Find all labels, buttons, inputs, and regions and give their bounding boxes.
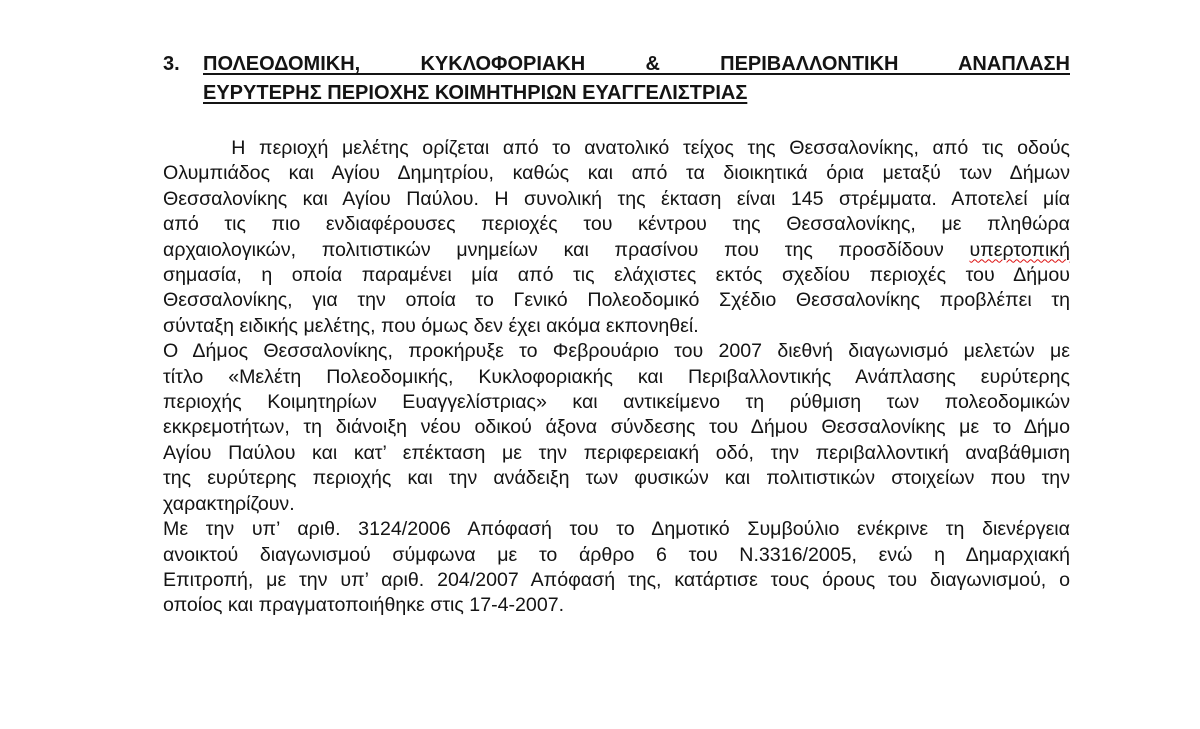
misspelled-word: υπερτοπική	[969, 238, 1070, 261]
text-line: περιοχής Κοιμητηρίων Ευαγγελίστριας» και αντικείμενο τη ρύθμιση των πολεοδομικών	[163, 391, 1070, 414]
text-segment: αρχαιολογικών, πολιτιστικών μνημείων και πρασίνου που της προσδίδουν	[163, 238, 970, 261]
section-title-line: ΠΟΛΕΟΔΟΜΙΚΗ, ΚΥΚΛΟΦΟΡΙΑΚΗ & ΠΕΡΙΒΑΛΛΟΝΤΙΚΗ ΑΝΑΠΛΑΣΗ	[203, 53, 1070, 75]
text-line: Ολυμπιάδος και Αγίου Δημητρίου, καθώς και από τα διοικητικά όρια μεταξύ των Δήμων	[163, 162, 1070, 185]
text-line: Ο Δήμος Θεσσαλονίκης, προκήρυξε το Φεβρουάριο του 2007 διεθνή διαγωνισμό μελετών με	[163, 340, 1070, 363]
section-title	[203, 50, 1070, 108]
text-line: Η περιοχή μελέτης ορίζεται από το ανατολικό τείχος της Θεσσαλονίκης, από τις οδούς	[163, 137, 1070, 159]
section-number: 3.	[163, 53, 180, 75]
text-line: Αγίου Παύλου και κατ’ επέκταση με την περιφερειακή οδό, την περιβαλλοντική αναβάθμιση	[163, 441, 1070, 464]
text-line: Με την υπ’ αριθ. 3124/2006 Απόφασή του το Δημοτικό Συμβούλιο ενέκρινε τη διενέργεια	[163, 518, 1070, 541]
paragraph	[163, 339, 1070, 517]
text-line: Θεσσαλονίκης και Αγίου Παύλου. Η συνολική της έκταση είναι 145 στρέμματα. Αποτελεί μία	[163, 187, 1070, 210]
text-line: από τις πιο ενδιαφέρουσες περιοχές του κέντρου της Θεσσαλονίκης, με πληθώρα	[163, 213, 1070, 236]
text-line: σημασία, η οποία παραμένει μία από τις ελάχιστες εκτός σχεδίου περιοχές του Δήμου	[163, 264, 1070, 287]
section-title-line: ΕΥΡΥΤΕΡΗΣ ΠΕΡΙΟΧΗΣ ΚΟΙΜΗΤΗΡΙΩΝ ΕΥΑΓΓΕΛΙΣΤΡΙΑΣ	[203, 82, 748, 104]
paragraph	[163, 136, 1070, 339]
section-heading	[163, 50, 1070, 108]
text-line: χαρακτηρίζουν.	[163, 492, 295, 515]
text-line: εκκρεμοτήτων, τη διάνοιξη νέου οδικού άξονα σύνδεσης του Δήμου Θεσσαλονίκης με το Δήμο	[163, 416, 1070, 439]
text-line: σύνταξη ειδικής μελέτης, που όμως δεν έχει ακόμα εκπονηθεί.	[163, 314, 699, 337]
text-line: ανοικτού διαγωνισμού σύμφωνα με το άρθρο 6 του Ν.3316/2005, ενώ η Δημαρχιακή	[163, 543, 1070, 566]
text-line: οποίος και πραγματοποιήθηκε στις 17-4-2007.	[163, 594, 565, 617]
text-line: Επιτροπή, με την υπ’ αριθ. 204/2007 Απόφασή της, κατάρτισε τους όρους του διαγωνισμού, ο	[163, 568, 1070, 591]
body-text	[163, 136, 1070, 619]
paragraph	[163, 517, 1070, 619]
text-line: Θεσσαλονίκης, για την οποία το Γενικό Πολεοδομικό Σχέδιο Θεσσαλονίκης προβλέπει τη	[163, 289, 1070, 312]
text-line: τίτλο «Μελέτη Πολεοδομικής, Κυκλοφοριακής και Περιβαλλοντικής Ανάπλασης ευρύτερης	[163, 365, 1070, 388]
text-line: της ευρύτερης περιοχής και την ανάδειξη των φυσικών και πολιτιστικών στοιχείων που την	[163, 467, 1070, 490]
text-line	[163, 238, 1070, 263]
